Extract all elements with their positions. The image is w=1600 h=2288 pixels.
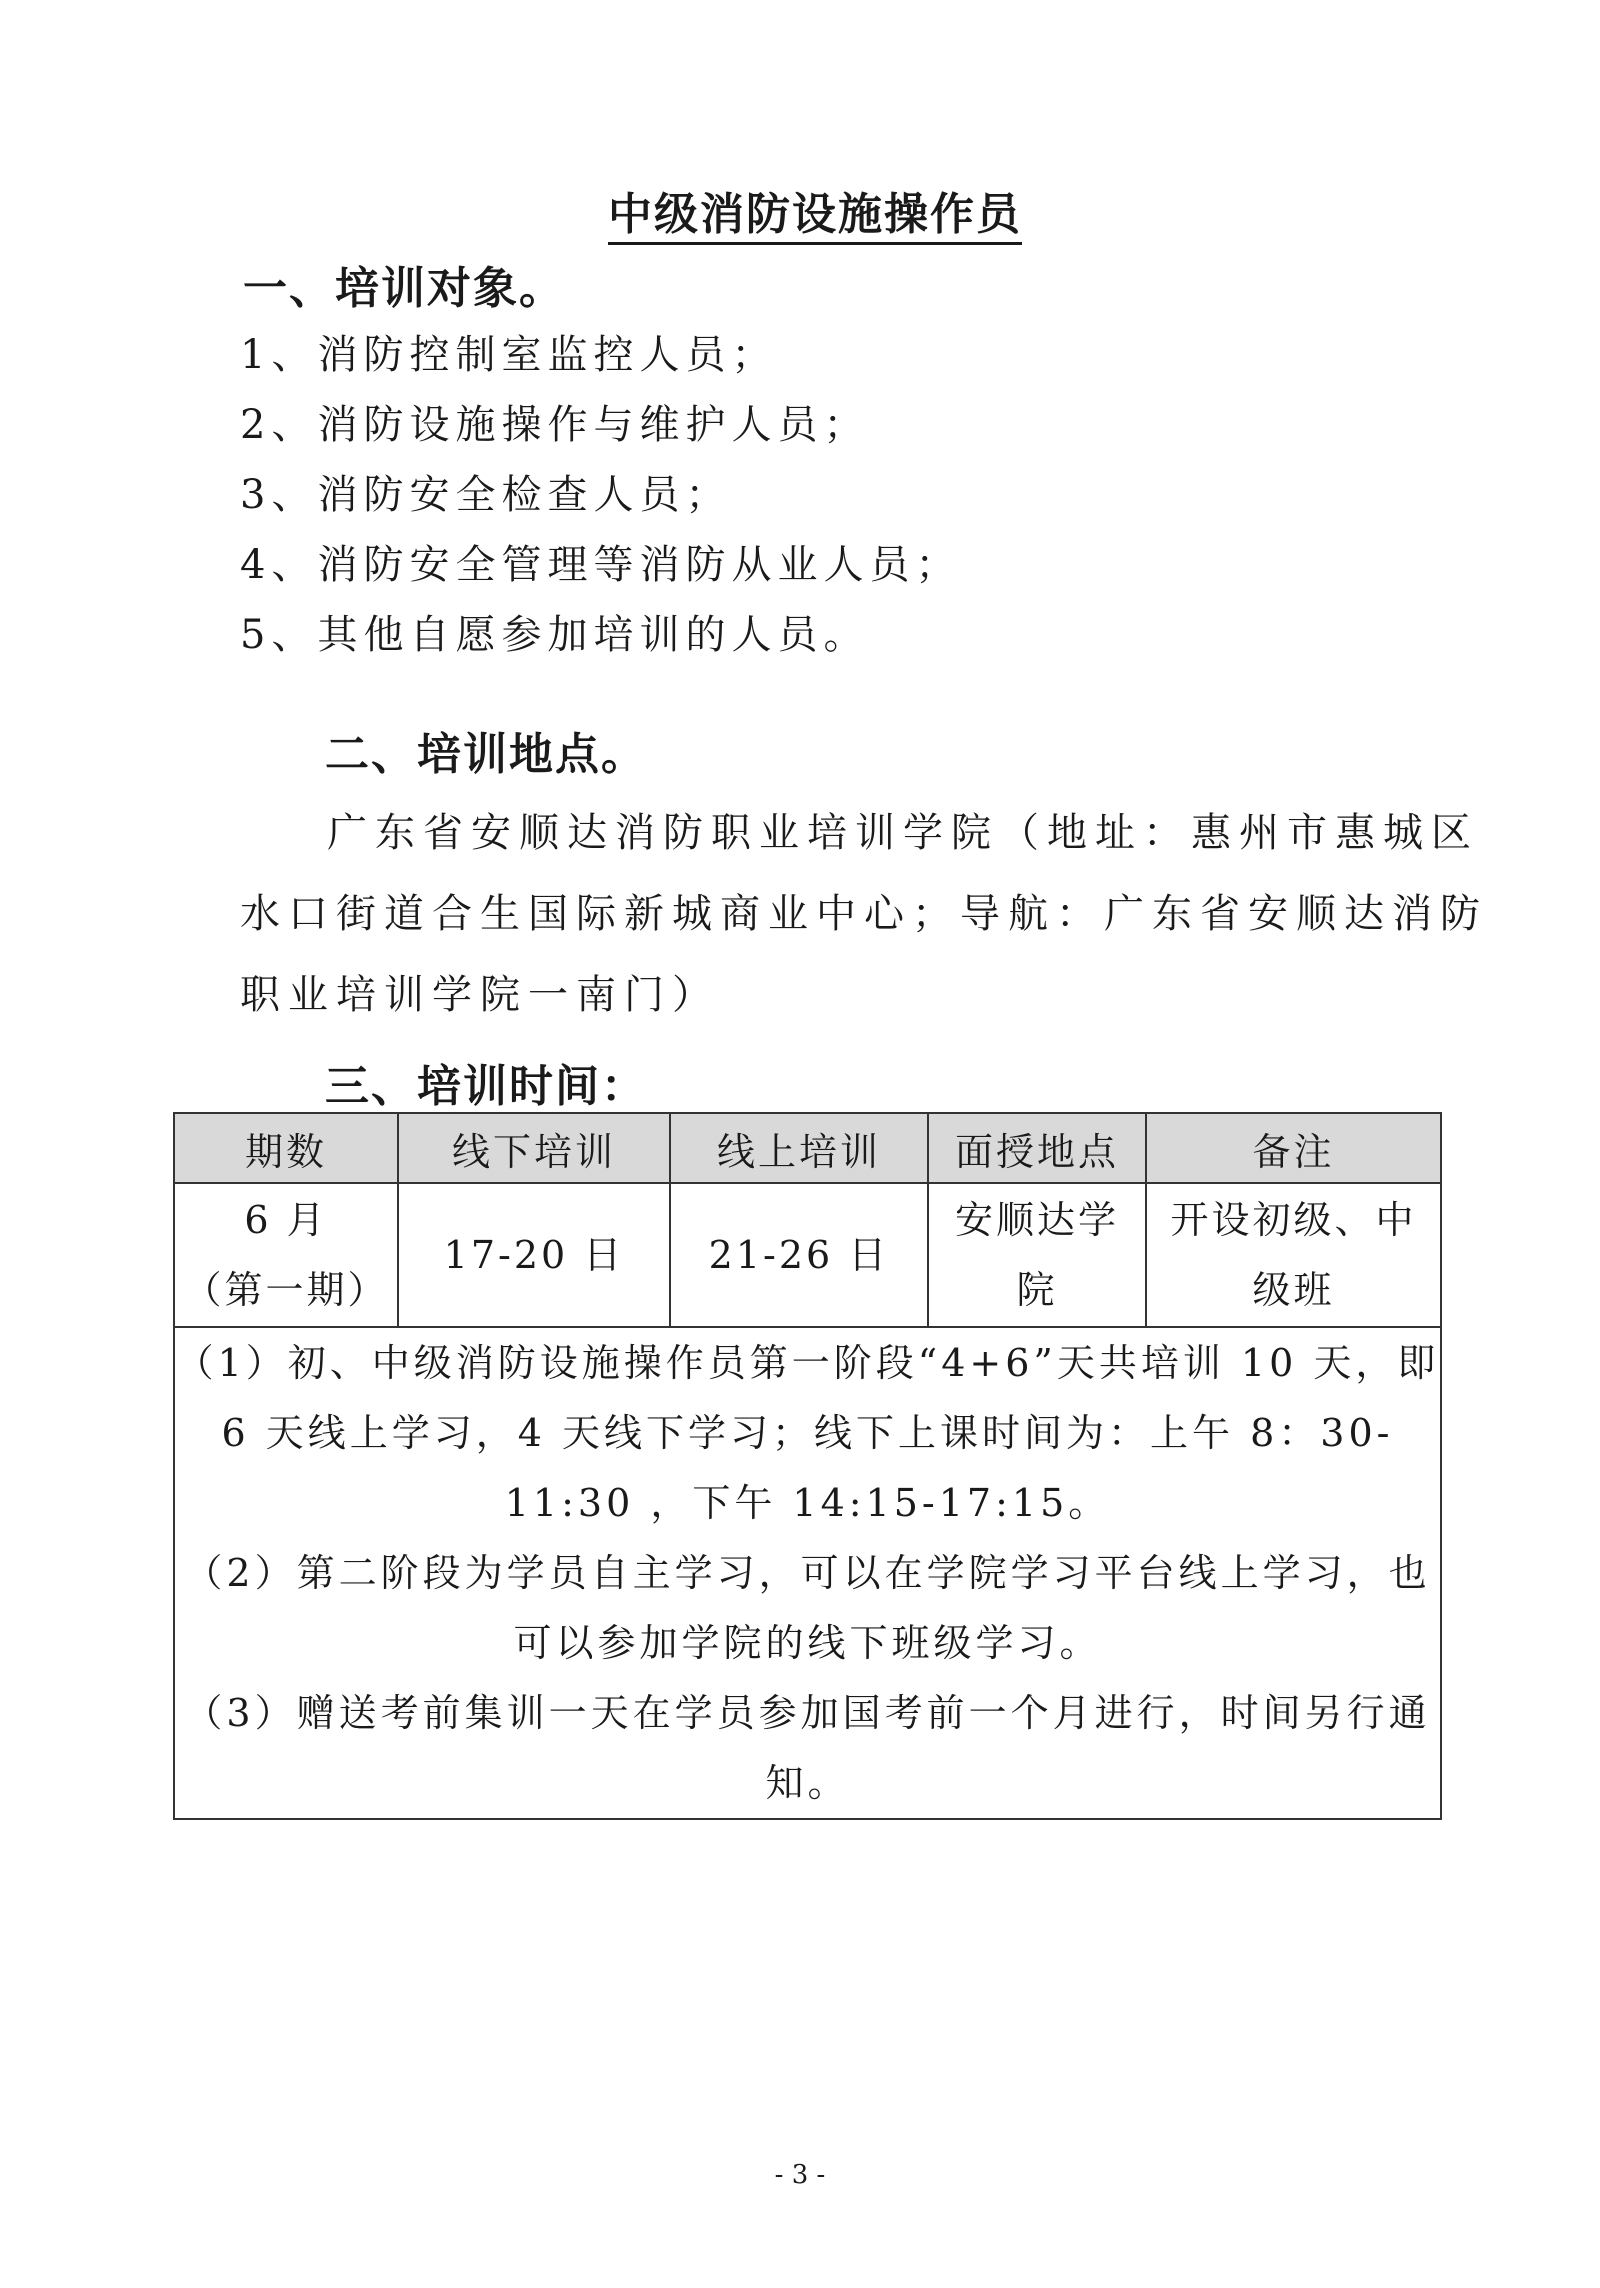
section1-item-1: 1、消防控制室监控人员； <box>240 332 778 378</box>
cell-period <box>174 1183 398 1327</box>
section1-item-3: 3、消防安全检查人员； <box>240 472 732 518</box>
section1-item-2: 2、消防设施操作与维护人员； <box>240 402 870 448</box>
header-remark: 备注 <box>1146 1113 1441 1183</box>
section3-heading: 三、培训时间： <box>325 1061 647 1112</box>
note-1: （1）初、中级消防设施操作员第一阶段“4+6”天共培训 10 天，即 6 天线上学习，4 天线下学习；线下上课时间为：上午 8：30-11:30 ，下午 14:15-17:15。 <box>175 1341 1440 1525</box>
remark-line-1: 开设初级、中 <box>1170 1198 1417 1242</box>
period-line-1: 6 月 <box>244 1198 328 1242</box>
period-line-2: （第一期） <box>183 1268 389 1312</box>
remark-line-2: 级班 <box>1252 1268 1335 1312</box>
section2-line-3: 职业培训学院一南门） <box>240 972 720 1018</box>
note-3: （3）赠送考前集训一天在学员参加国考前一个月进行，时间另行通知。 <box>184 1691 1431 1805</box>
page-number: - 3 - <box>774 2160 826 2190</box>
section2-line-2: 水口街道合生国际新城商业中心；导航：广东省安顺达消防 <box>240 891 1488 937</box>
training-schedule-table <box>173 1112 1442 1820</box>
note-2: （2）第二阶段为学员自主学习，可以在学院学习平台线上学习，也可以参加学院的线下班级学习。 <box>184 1551 1431 1665</box>
header-period: 期数 <box>174 1113 398 1183</box>
cell-offline: 17-20 日 <box>398 1183 670 1327</box>
cell-remark <box>1146 1183 1441 1327</box>
document-title-text: 中级消防设施操作员 <box>608 189 1022 245</box>
document-title <box>0 178 1600 242</box>
table-notes-row <box>174 1327 1441 1819</box>
table-row <box>174 1183 1441 1327</box>
location-line-2: 院 <box>1016 1268 1058 1312</box>
section2-line-1: 广东省安顺达消防职业培训学院（地址：惠州市惠城区 <box>327 810 1479 856</box>
section2-heading: 二、培训地点。 <box>325 729 647 780</box>
header-offline: 线下培训 <box>398 1113 670 1183</box>
section1-heading: 一、培训对象。 <box>243 263 565 314</box>
header-location: 面授地点 <box>928 1113 1146 1183</box>
cell-online: 21-26 日 <box>670 1183 928 1327</box>
location-line-1: 安顺达学 <box>954 1198 1119 1242</box>
table-header-row <box>174 1113 1441 1183</box>
section1-item-4: 4、消防安全管理等消防从业人员； <box>240 542 962 588</box>
cell-notes <box>174 1327 1441 1819</box>
header-online: 线上培训 <box>670 1113 928 1183</box>
cell-location <box>928 1183 1146 1327</box>
section1-item-5: 5、其他自愿参加培训的人员。 <box>240 612 870 658</box>
